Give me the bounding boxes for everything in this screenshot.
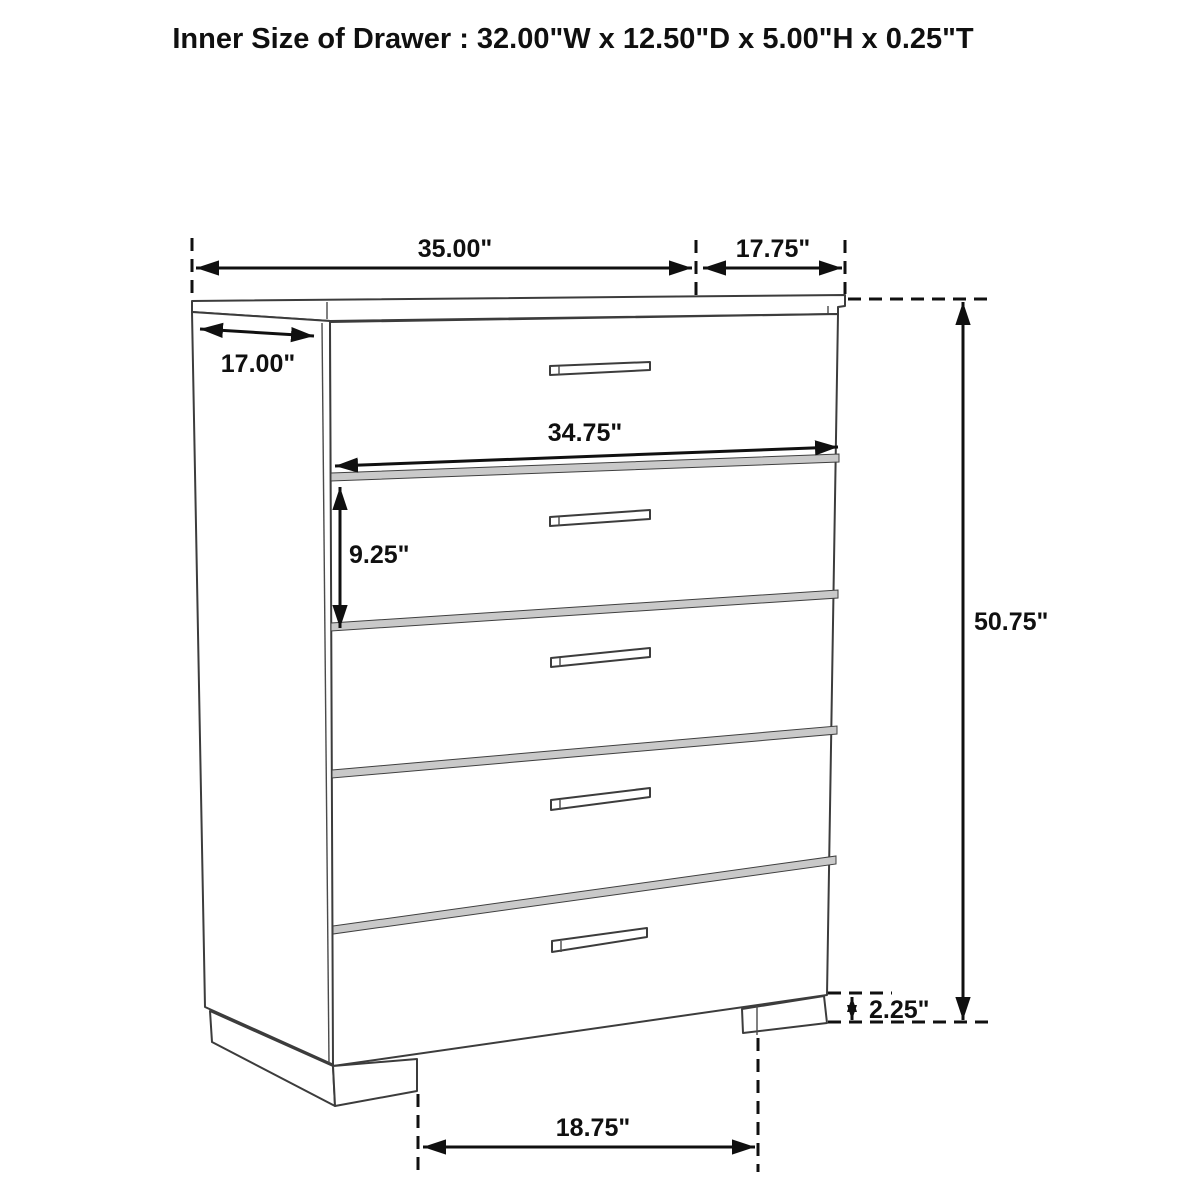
label-leg-spacing: 18.75" [555, 1114, 631, 1142]
left-leg-front-face [333, 1059, 417, 1106]
dimension-base-height [852, 996, 930, 1024]
chest-body [192, 295, 845, 1106]
page-title: Inner Size of Drawer : 32.00"W x 12.50"D x 5.00"H x 0.25"T [172, 23, 974, 55]
label-overall-height: 50.75" [974, 608, 1049, 636]
label-top-depth: 17.75" [735, 235, 811, 263]
dimension-top-depth [703, 235, 842, 268]
label-base-height: 2.25" [869, 996, 930, 1024]
label-top-width: 35.00" [417, 235, 493, 263]
chest-side-panel [192, 312, 334, 1065]
label-drawer-width: 34.75" [547, 419, 623, 447]
dimension-top-width [196, 235, 692, 268]
label-drawer-height: 9.25" [349, 541, 410, 569]
dimension-leg-spacing [423, 1114, 755, 1147]
dimension-overall-height [963, 302, 1048, 1020]
label-side-depth: 17.00" [220, 350, 296, 378]
